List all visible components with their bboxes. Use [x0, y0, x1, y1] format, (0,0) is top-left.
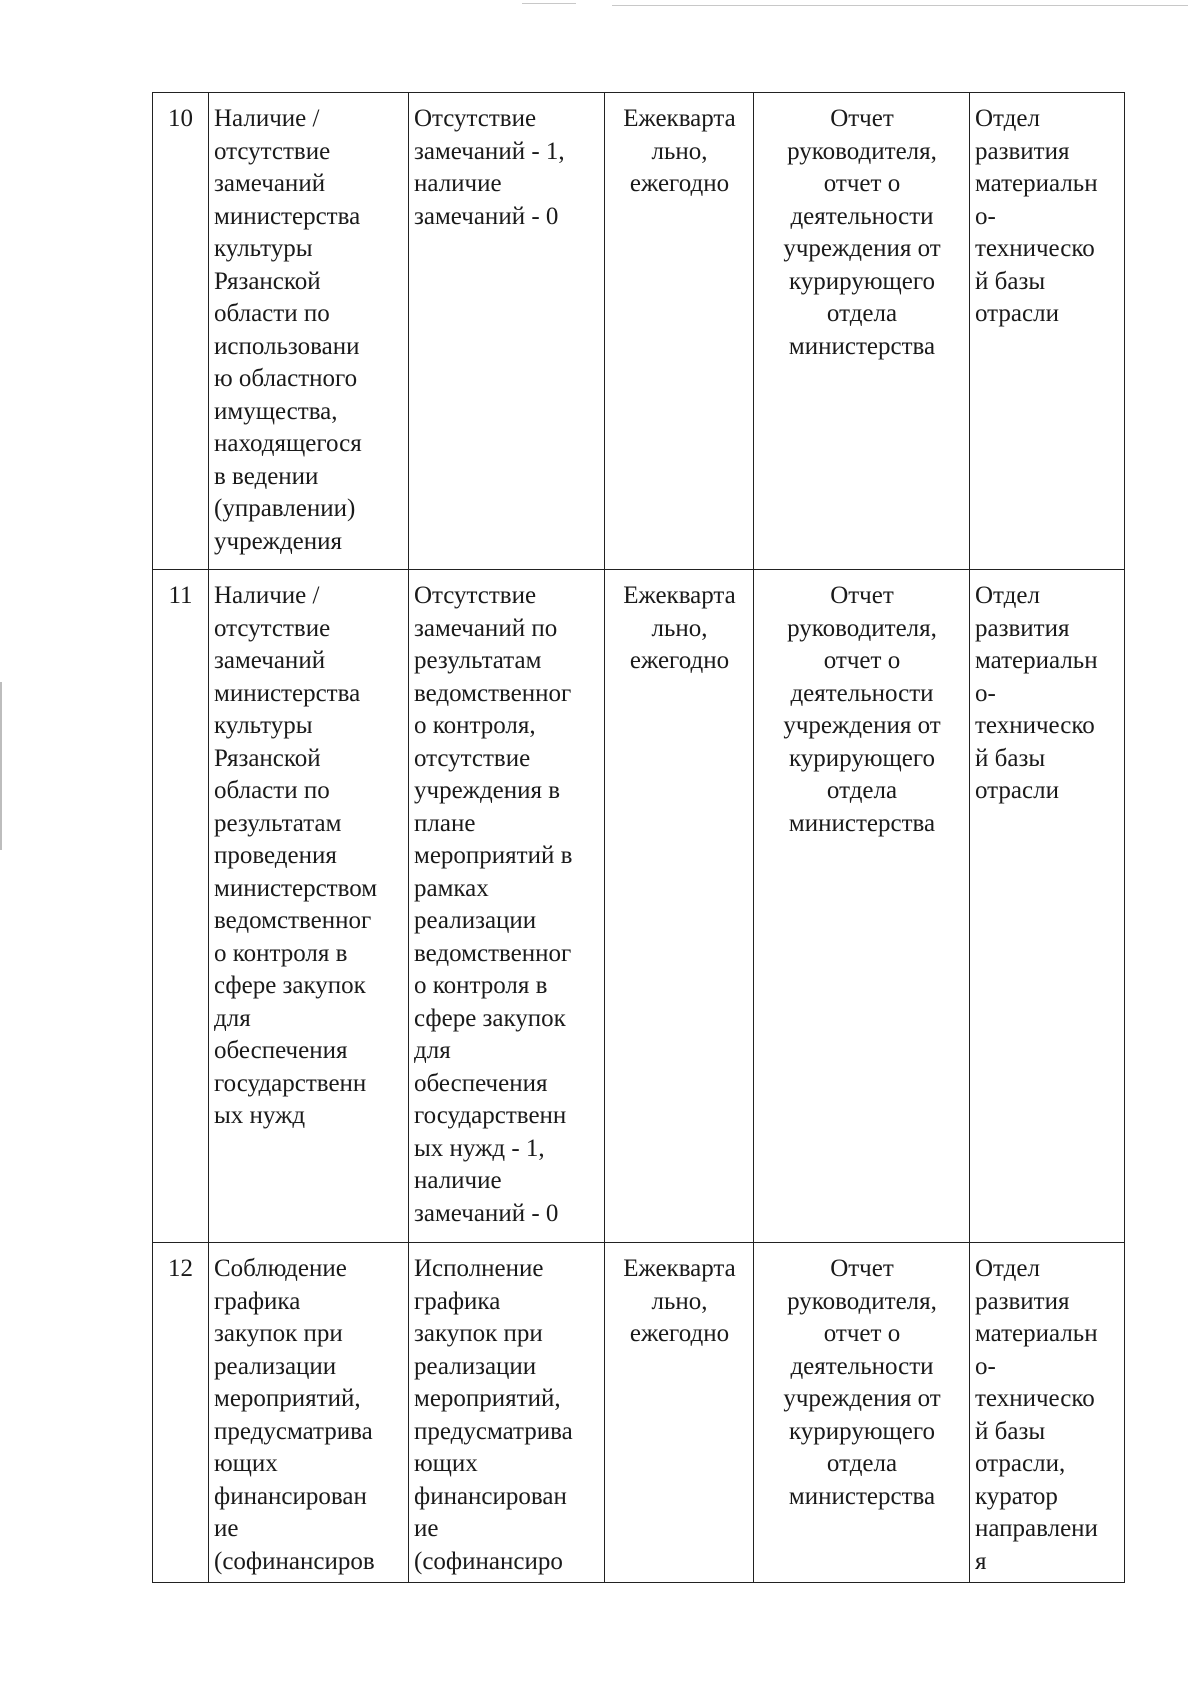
- criteria-cell: Отсутствие замечаний по результатам ведомственног о контроля, отсутствие учреждения в плане мероприятий в рамках реализации ведомственног о контроля в сфере закупок для обеспечения государственн ых нужд - 1, наличие замечаний - 0: [409, 570, 605, 1243]
- period-cell: Ежекварта льно, ежегодно: [605, 570, 754, 1243]
- source-cell: Отчет руководителя, отчет о деятельности учреждения от курирующего отдела министерства: [754, 570, 970, 1243]
- source-cell: Отчет руководителя, отчет о деятельности учреждения от курирующего отдела министерства: [754, 1243, 970, 1583]
- row-number: 11: [153, 570, 209, 1243]
- responsible-cell: Отдел развития материальн о- техническо й базы отрасли: [970, 93, 1125, 570]
- indicator-cell: Наличие / отсутствие замечаний министерства культуры Рязанской области по использовани ю областного имущества, находящегося в ведении (управлении) учреждения: [209, 93, 409, 570]
- scan-artifact-top-line: [612, 5, 1188, 6]
- period-cell: Ежекварта льно, ежегодно: [605, 93, 754, 570]
- row-number: 10: [153, 93, 209, 570]
- period-cell: Ежекварта льно, ежегодно: [605, 1243, 754, 1583]
- responsible-cell: Отдел развития материальн о- техническо й базы отрасли, куратор направлени я: [970, 1243, 1125, 1583]
- table-row: [153, 1243, 1125, 1583]
- criteria-cell: Отсутствие замечаний - 1, наличие замечаний - 0: [409, 93, 605, 570]
- indicator-cell: Наличие / отсутствие замечаний министерства культуры Рязанской области по результатам проведения министерством ведомственног о контроля в сфере закупок для обеспечения государственн ых нужд: [209, 570, 409, 1243]
- criteria-cell: Исполнение графика закупок при реализации мероприятий, предусматрива ющих финансирован ие (софинансиро: [409, 1243, 605, 1583]
- source-cell: Отчет руководителя, отчет о деятельности учреждения от курирующего отдела министерства: [754, 93, 970, 570]
- responsible-cell: Отдел развития материальн о- техническо й базы отрасли: [970, 570, 1125, 1243]
- scan-artifact-top-line: [522, 3, 576, 4]
- row-number: 12: [153, 1243, 209, 1583]
- indicator-cell: Соблюдение графика закупок при реализации мероприятий, предусматрива ющих финансирован ие (софинансиров: [209, 1243, 409, 1583]
- indicators-table: [152, 92, 1125, 1583]
- table-row: [153, 93, 1125, 570]
- table-row: [153, 570, 1125, 1243]
- scan-artifact-left-edge: [0, 682, 2, 850]
